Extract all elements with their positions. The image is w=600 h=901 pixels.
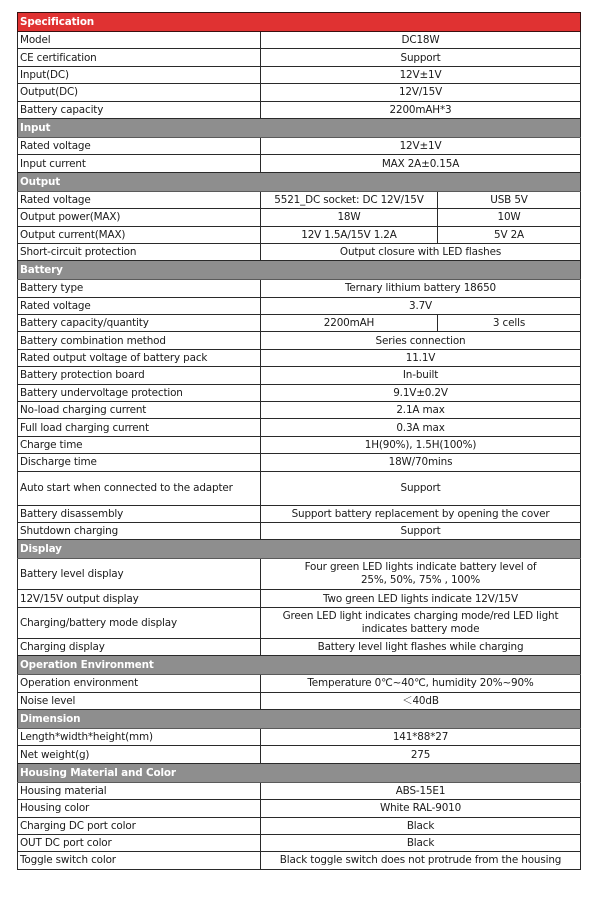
- row-label: Operation environment: [18, 675, 261, 692]
- row-label: Noise level: [18, 692, 261, 709]
- row-value: Two green LED lights indicate 12V/15V: [261, 590, 581, 607]
- table-row: [18, 101, 581, 118]
- row-label: Rated voltage: [18, 137, 261, 154]
- table-row: [18, 852, 581, 869]
- table-row: [18, 436, 581, 453]
- section-header-output: [18, 172, 581, 191]
- row-value: 2200mAH*3: [261, 101, 581, 118]
- row-value: Green LED light indicates charging mode/red LED light indicates battery mode: [261, 607, 581, 638]
- row-label: Housing color: [18, 800, 261, 817]
- row-label: Input(DC): [18, 66, 261, 83]
- table-row: [18, 471, 581, 505]
- row-label: Input current: [18, 155, 261, 172]
- section-title: Housing Material and Color: [18, 763, 581, 782]
- table-row: [18, 817, 581, 834]
- table-row: [18, 84, 581, 101]
- row-value: 11.1V: [261, 349, 581, 366]
- section-title: Display: [18, 540, 581, 559]
- row-value: 141*88*27: [261, 728, 581, 745]
- row-label: Full load charging current: [18, 419, 261, 436]
- row-value: Four green LED lights indicate battery level of 25%, 50%, 75% , 100%: [261, 559, 581, 590]
- table-row: [18, 505, 581, 522]
- section-header-battery: [18, 261, 581, 280]
- table-row: [18, 402, 581, 419]
- table-row: [18, 834, 581, 851]
- row-label: Battery undervoltage protection: [18, 384, 261, 401]
- row-value: Series connection: [261, 332, 581, 349]
- row-label: Net weight(g): [18, 746, 261, 763]
- table-row: [18, 280, 581, 297]
- row-value: 18W: [261, 209, 438, 226]
- row-value: Temperature 0℃~40℃, humidity 20%~90%: [261, 675, 581, 692]
- table-row: [18, 243, 581, 260]
- row-label: Battery disassembly: [18, 505, 261, 522]
- row-value: Output closure with LED flashes: [261, 243, 581, 260]
- row-label: Housing material: [18, 782, 261, 799]
- section-title: Operation Environment: [18, 656, 581, 675]
- row-label: OUT DC port color: [18, 834, 261, 851]
- row-label: Charging/battery mode display: [18, 607, 261, 638]
- row-label: Battery type: [18, 280, 261, 297]
- row-value: 275: [261, 746, 581, 763]
- row-label: Length*width*height(mm): [18, 728, 261, 745]
- row-value-secondary: 3 cells: [438, 315, 581, 332]
- row-label: Charge time: [18, 436, 261, 453]
- row-label: Battery protection board: [18, 367, 261, 384]
- table-row: [18, 782, 581, 799]
- table-row: [18, 728, 581, 745]
- row-label: Toggle switch color: [18, 852, 261, 869]
- table-row: [18, 384, 581, 401]
- row-label: Charging DC port color: [18, 817, 261, 834]
- row-label: Rated output voltage of battery pack: [18, 349, 261, 366]
- section-title: Dimension: [18, 709, 581, 728]
- row-value: Black: [261, 817, 581, 834]
- row-label: Short-circuit protection: [18, 243, 261, 260]
- row-value: 9.1V±0.2V: [261, 384, 581, 401]
- row-value: 3.7V: [261, 297, 581, 314]
- table-row: [18, 746, 581, 763]
- row-value: 12V/15V: [261, 84, 581, 101]
- row-value-secondary: 5V 2A: [438, 226, 581, 243]
- section-header-specification: [18, 13, 581, 32]
- row-value: Black: [261, 834, 581, 851]
- row-label: Discharge time: [18, 454, 261, 471]
- row-value: 2200mAH: [261, 315, 438, 332]
- row-value-secondary: 10W: [438, 209, 581, 226]
- row-value: Support: [261, 522, 581, 539]
- row-value: Support: [261, 49, 581, 66]
- table-row: [18, 800, 581, 817]
- row-value-secondary: USB 5V: [438, 191, 581, 208]
- section-title: Specification: [18, 13, 581, 32]
- row-value: Support battery replacement by opening the cover: [261, 505, 581, 522]
- section-title: Battery: [18, 261, 581, 280]
- table-row: [18, 32, 581, 49]
- specification-table: [17, 12, 581, 870]
- table-row: [18, 191, 581, 208]
- table-row: [18, 419, 581, 436]
- row-label: Output current(MAX): [18, 226, 261, 243]
- row-label: Auto start when connected to the adapter: [18, 471, 261, 505]
- row-label: Battery capacity: [18, 101, 261, 118]
- table-row: [18, 675, 581, 692]
- row-label: Battery combination method: [18, 332, 261, 349]
- row-value: Ternary lithium battery 18650: [261, 280, 581, 297]
- table-row: [18, 155, 581, 172]
- row-label: 12V/15V output display: [18, 590, 261, 607]
- table-row: [18, 367, 581, 384]
- section-title: Output: [18, 172, 581, 191]
- table-row: [18, 454, 581, 471]
- table-row: [18, 607, 581, 638]
- table-row: [18, 638, 581, 655]
- row-label: CE certification: [18, 49, 261, 66]
- row-label: Rated voltage: [18, 191, 261, 208]
- row-label: Output power(MAX): [18, 209, 261, 226]
- row-value: In-built: [261, 367, 581, 384]
- row-value: 12V±1V: [261, 66, 581, 83]
- table-row: [18, 66, 581, 83]
- row-label: Rated voltage: [18, 297, 261, 314]
- section-title: Input: [18, 118, 581, 137]
- section-header-display: [18, 540, 581, 559]
- table-row: [18, 590, 581, 607]
- row-label: Model: [18, 32, 261, 49]
- row-value: Battery level light flashes while charging: [261, 638, 581, 655]
- row-value: 1H(90%), 1.5H(100%): [261, 436, 581, 453]
- row-label: Output(DC): [18, 84, 261, 101]
- table-row: [18, 226, 581, 243]
- row-value: ＜40dB: [261, 692, 581, 709]
- row-value: White RAL-9010: [261, 800, 581, 817]
- row-value: 18W/70mins: [261, 454, 581, 471]
- row-label: No-load charging current: [18, 402, 261, 419]
- row-value: 5521_DC socket: DC 12V/15V: [261, 191, 438, 208]
- row-value: MAX 2A±0.15A: [261, 155, 581, 172]
- table-row: [18, 692, 581, 709]
- section-header-operation-environment: [18, 656, 581, 675]
- section-header-dimension: [18, 709, 581, 728]
- section-header-housing: [18, 763, 581, 782]
- table-row: [18, 332, 581, 349]
- row-label: Shutdown charging: [18, 522, 261, 539]
- table-row: [18, 209, 581, 226]
- table-row: [18, 522, 581, 539]
- row-value: 12V 1.5A/15V 1.2A: [261, 226, 438, 243]
- row-label: Battery capacity/quantity: [18, 315, 261, 332]
- table-row: [18, 349, 581, 366]
- row-value: 0.3A max: [261, 419, 581, 436]
- row-value: DC18W: [261, 32, 581, 49]
- table-row: [18, 559, 581, 590]
- section-header-input: [18, 118, 581, 137]
- table-row: [18, 297, 581, 314]
- row-value: Support: [261, 471, 581, 505]
- row-value: ABS-15E1: [261, 782, 581, 799]
- row-label: Battery level display: [18, 559, 261, 590]
- row-value: 12V±1V: [261, 137, 581, 154]
- table-row: [18, 49, 581, 66]
- row-label: Charging display: [18, 638, 261, 655]
- table-row: [18, 315, 581, 332]
- row-value: 2.1A max: [261, 402, 581, 419]
- table-row: [18, 137, 581, 154]
- row-value: Black toggle switch does not protrude from the housing: [261, 852, 581, 869]
